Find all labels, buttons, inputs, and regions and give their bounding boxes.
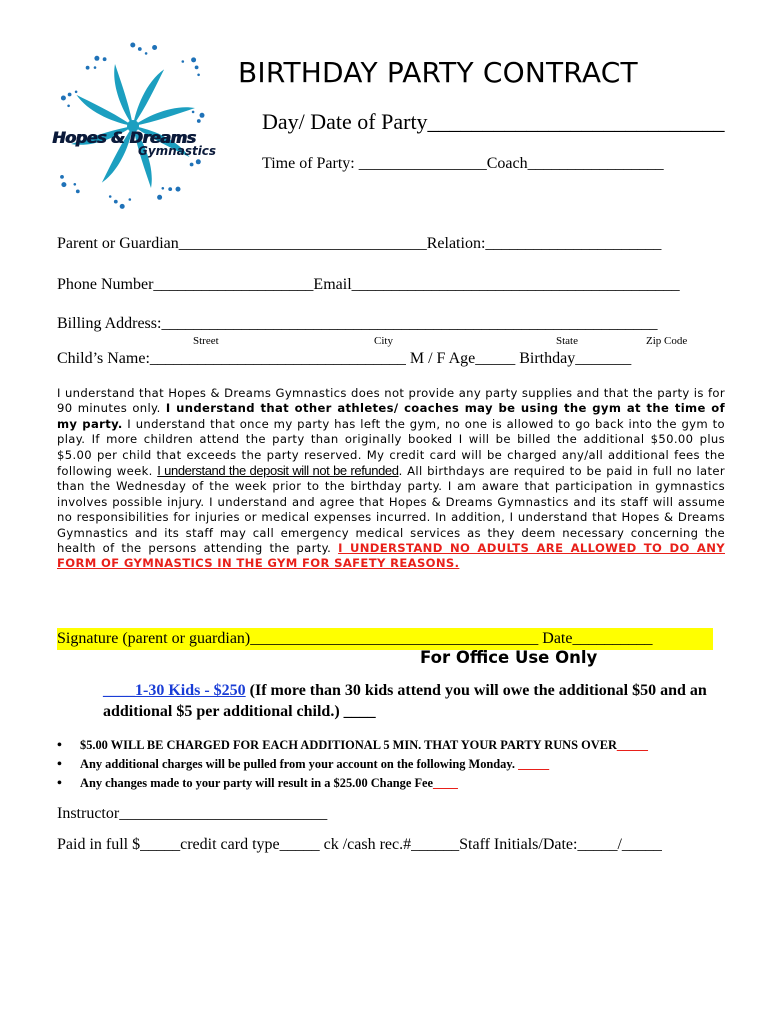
logo-dot-icon (162, 187, 165, 190)
logo-dot-icon (197, 119, 201, 123)
list-item (57, 774, 737, 793)
list-item (57, 755, 737, 774)
logo-dot-icon (94, 56, 99, 61)
agreement-text (57, 386, 725, 572)
office-use-heading: For Office Use Only (420, 648, 598, 667)
logo-dot-icon (120, 204, 125, 209)
logo-dot-icon (76, 190, 80, 194)
logo-dot-icon (191, 57, 196, 62)
logo-text-secondary: Gymnastics (138, 144, 217, 158)
logo-dot-icon (190, 163, 194, 167)
page-title: BIRTHDAY PARTY CONTRACT (238, 56, 638, 89)
logo-dot-icon (129, 198, 132, 201)
bullet-icon: • (57, 757, 62, 772)
logo-dot-icon (195, 66, 199, 70)
fee-blank: _____ (616, 738, 648, 752)
kids-pricing-note: (If more than 30 kids attend you will owe the additional $50 and an additional $5 per additional child.) ____ (103, 682, 707, 720)
logo-dot-icon (94, 66, 97, 69)
logo-dot-icon (67, 105, 70, 108)
agreement-bold-text: I understand that other athletes/ coaches may be using the gym at the time of my party. (57, 401, 725, 431)
logo-dot-icon (60, 175, 64, 179)
deposit-notice: I understand the deposit will not be refunded (157, 463, 399, 479)
agreement-text-part: I understand that Hopes & Dreams Gymnastics does not provide any party supplies and that the party is for 90 minutes only. (57, 386, 725, 416)
bullet-icon: • (57, 776, 62, 791)
logo-dot-icon (75, 91, 78, 94)
logo-dot-icon (152, 45, 157, 50)
fee-text: Any additional charges will be pulled from your account on the following Monday. (80, 757, 519, 771)
logo-dot-icon (176, 187, 181, 192)
logo-dot-icon (182, 60, 185, 63)
time-coach-field: Time of Party: ________________Coach_________________ (262, 155, 664, 172)
address-sublabel-city: City (374, 335, 393, 347)
logo-dot-icon (196, 159, 201, 164)
billing-address-field: Billing Address:______________________________________________________________ (57, 315, 658, 332)
parent-relation-field: Parent or Guardian_______________________________Relation:______________________ (57, 235, 662, 252)
fee-list (57, 736, 737, 793)
logo-dot-icon (168, 187, 172, 191)
fee-blank: _____ (518, 757, 550, 771)
logo-dot-icon (68, 93, 72, 97)
logo-dot-icon (74, 183, 77, 186)
address-sublabel-street: Street (193, 335, 219, 347)
logo-dot-icon (200, 113, 205, 118)
logo-dot-icon (86, 66, 90, 70)
fee-text: Any changes made to your party will result in a $25.00 Change Fee (80, 776, 434, 790)
address-sublabel-zip: Zip Code (646, 335, 688, 347)
logo-dot-icon (192, 111, 195, 114)
logo-dot-icon (157, 195, 162, 200)
list-item (57, 736, 737, 755)
logo-dot-icon (130, 43, 135, 48)
safety-warning: I UNDERSTAND NO ADULTS ARE ALLOWED TO DO ANY FORM OF GYMNASTICS IN THE GYM FOR SAFETY REASONS. (57, 541, 725, 571)
instructor-field: Instructor__________________________ (57, 805, 328, 822)
agreement-text-part: I understand that once my party has left the gym, no one is allowed to go back into the gym to play. If more children attend the party than originally booked I will be billed the additional $50.00 plus $5.00 per child that exceeds the party reserved. My credit card will be charged any/all additional fees the following week. (57, 416, 725, 479)
logo-dot-icon (109, 195, 112, 198)
bullet-icon: • (57, 738, 62, 753)
child-info-field: Child’s Name:________________________________ M / F Age_____ Birthday_______ (57, 350, 632, 367)
logo-dot-icon (103, 57, 107, 61)
logo-dot-icon (145, 52, 148, 55)
fee-text: $5.00 WILL BE CHARGED FOR EACH ADDITIONAL 5 MIN. THAT YOUR PARTY RUNS OVER (80, 738, 617, 752)
phone-email-field: Phone Number____________________Email_________________________________________ (57, 276, 680, 293)
kids-pricing (103, 680, 723, 722)
payment-field: Paid in full $_____credit card type_____ ck /cash rec.#______Staff Initials/Date:_____/_____ (57, 836, 662, 853)
signature-field: Signature (parent or guardian)____________________________________ Date__________ (57, 628, 713, 650)
agreement-text-part: . All birthdays are required to be paid in full no later than the Wednesday of the week prior to the birthday party. I am aware that participation in gymnastics involves possible injury. I understand and agree that Hopes & Dreams Gymnastics and its staff will assume no responsibilities for injuries or medical expenses incurred. In addition, I understand that Hopes & Dreams Gymnastics and its staff may call emergency medical services as they deem necessary concerning the health of the persons attending the party. (57, 464, 725, 556)
logo-dot-icon (61, 96, 66, 101)
logo-dot-icon (61, 182, 66, 187)
party-date-field: Day/ Date of Party___________________________ (262, 109, 725, 134)
logo-text-primary: Hopes & Dreams (52, 128, 196, 147)
kids-price-line: ____1-30 Kids - $250 (103, 682, 246, 699)
logo-dot-icon (138, 47, 142, 51)
logo-dot-icon (114, 200, 118, 204)
address-sublabel-state: State (556, 335, 578, 347)
logo-dot-icon (197, 74, 200, 77)
fee-blank: ____ (433, 776, 458, 790)
logo (30, 36, 240, 226)
